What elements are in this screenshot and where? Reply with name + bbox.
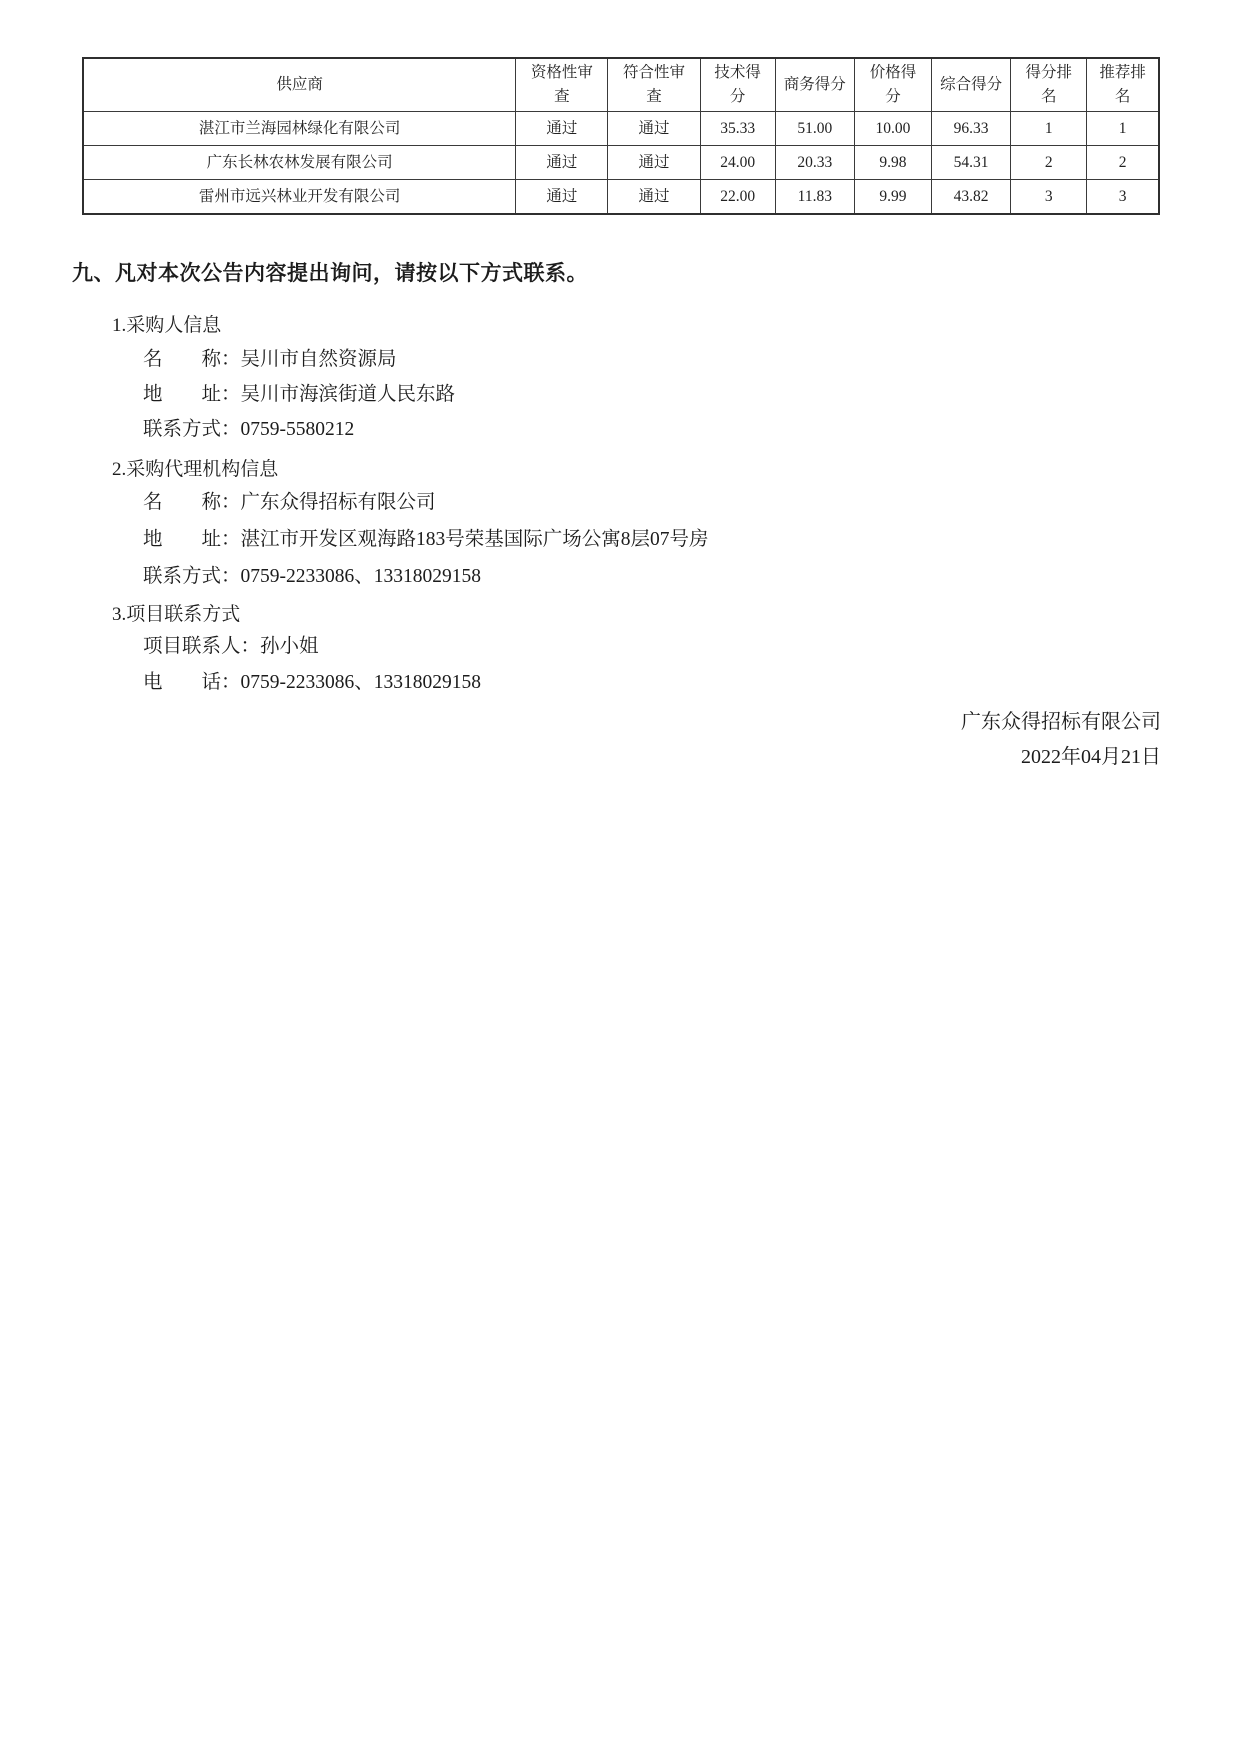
- purchaser-contact-line: [143, 416, 1240, 444]
- column-header-supplier: 供应商: [83, 58, 516, 112]
- cell-score-rank: 2: [1011, 146, 1087, 180]
- agency-title: 2.采购代理机构信息: [112, 459, 279, 480]
- cell-recommend-rank: 3: [1087, 180, 1159, 215]
- project-person-label: 项目联系人：: [143, 636, 261, 657]
- purchaser-name-value: 吴川市自然资源局: [240, 349, 397, 370]
- table-header-row: [83, 58, 1159, 112]
- project-phone-value: 0759-2233086、13318029158: [240, 672, 482, 693]
- signature-date: 2022年04月21日: [1021, 746, 1161, 768]
- cell-business-score: 51.00: [775, 112, 854, 146]
- cell-comprehensive-score: 43.82: [932, 180, 1011, 215]
- agency-name-value: 广东众得招标有限公司: [240, 492, 436, 513]
- purchaser-info: [0, 312, 1240, 444]
- agency-contact-line: [143, 563, 1240, 591]
- agency-contact-value: 0759-2233086、13318029158: [240, 566, 482, 587]
- agency-info: [0, 456, 1240, 591]
- cell-recommend-rank: 2: [1087, 146, 1159, 180]
- project-title: 3.项目联系方式: [112, 604, 241, 625]
- cell-score-rank: 1: [1011, 112, 1087, 146]
- supplier-row-2: [83, 146, 1159, 180]
- cell-comprehensive-score: 54.31: [932, 146, 1011, 180]
- supplier-row-3: [83, 180, 1159, 215]
- cell-conformity: 通过: [608, 146, 700, 180]
- purchaser-contact-value: 0759-5580212: [240, 419, 355, 440]
- cell-technical-score: 24.00: [700, 146, 775, 180]
- project-contact: [0, 601, 1240, 697]
- cell-price-score: 10.00: [854, 112, 931, 146]
- column-header-conformity-review: 符合性审查: [608, 58, 700, 112]
- cell-qualification: 通过: [516, 146, 608, 180]
- cell-score-rank: 3: [1011, 180, 1087, 215]
- cell-qualification: 通过: [516, 180, 608, 215]
- cell-price-score: 9.98: [854, 146, 931, 180]
- signature-company: 广东众得招标有限公司: [961, 711, 1161, 733]
- purchaser-address-label: 地 址：: [143, 384, 241, 405]
- project-phone-label: 电 话：: [143, 672, 241, 693]
- purchaser-address-line: [143, 381, 1240, 409]
- purchaser-address-value: 吴川市海滨街道人民东路: [240, 384, 456, 405]
- cell-technical-score: 35.33: [700, 112, 775, 146]
- agency-name-label: 名 称：: [143, 492, 241, 513]
- cell-business-score: 11.83: [775, 180, 854, 215]
- cell-conformity: 通过: [608, 180, 700, 215]
- project-phone-line: [143, 669, 1240, 697]
- project-person-value: 孙小姐: [260, 636, 319, 657]
- purchaser-name-line: [143, 346, 1240, 374]
- cell-price-score: 9.99: [854, 180, 931, 215]
- agency-contact-label: 联系方式：: [143, 566, 241, 587]
- column-header-price-score: 价格得分: [854, 58, 931, 112]
- cell-supplier-name: 广东长林农林发展有限公司: [83, 146, 516, 180]
- cell-conformity: 通过: [608, 112, 700, 146]
- cell-comprehensive-score: 96.33: [932, 112, 1011, 146]
- purchaser-name-label: 名 称：: [143, 349, 241, 370]
- purchaser-contact-label: 联系方式：: [143, 419, 241, 440]
- purchaser-title: 1.采购人信息: [112, 315, 222, 336]
- supplier-score-table: [82, 57, 1160, 215]
- column-header-business-score: 商务得分: [775, 58, 854, 112]
- agency-address-label: 地 址：: [143, 529, 241, 550]
- cell-supplier-name: 雷州市远兴林业开发有限公司: [83, 180, 516, 215]
- cell-supplier-name: 湛江市兰海园林绿化有限公司: [83, 112, 516, 146]
- project-person-line: [143, 633, 1240, 661]
- agency-address-line: [143, 526, 1240, 554]
- agency-address-value: 湛江市开发区观海路183号荣基国际广场公寓8层07号房: [240, 529, 709, 550]
- supplier-row-1: [83, 112, 1159, 146]
- agency-name-line: [143, 489, 1240, 517]
- cell-recommend-rank: 1: [1087, 112, 1159, 146]
- cell-technical-score: 22.00: [700, 180, 775, 215]
- column-header-qualification-review: 资格性审查: [516, 58, 608, 112]
- column-header-recommend-rank: 推荐排名: [1087, 58, 1159, 112]
- column-header-score-rank: 得分排名: [1011, 58, 1087, 112]
- cell-business-score: 20.33: [775, 146, 854, 180]
- section-9-heading: 九、凡对本次公告内容提出询问，请按以下方式联系。: [72, 261, 588, 285]
- column-header-technical-score: 技术得分: [700, 58, 775, 112]
- column-header-comprehensive-score: 综合得分: [932, 58, 1011, 112]
- cell-qualification: 通过: [516, 112, 608, 146]
